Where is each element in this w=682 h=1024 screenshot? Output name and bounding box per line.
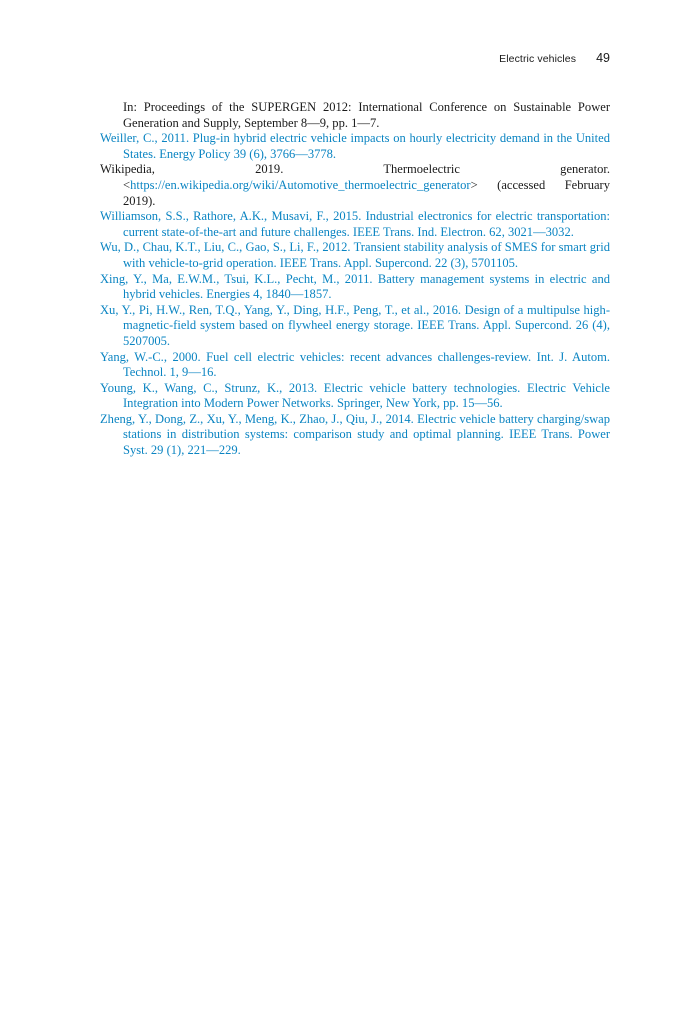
reference-williamson[interactable]: Williamson, S.S., Rathore, A.K., Musavi, F., 2015. Industrial electronics for electric transportation: current state-of-the-art and future challenges. IEEE Trans. Ind. Electron. 62, 3021—3032.: [100, 209, 610, 239]
page-number: 49: [596, 51, 610, 65]
reference-wikipedia-url[interactable]: https://en.wikipedia.org/wiki/Automotive_thermoelectric_generator: [130, 177, 471, 192]
reference-yang[interactable]: Yang, W.-C., 2000. Fuel cell electric vehicles: recent advances challenges-review. Int. J. Autom. Technol. 1, 9—16.: [100, 349, 610, 380]
running-header: [499, 51, 610, 65]
reference-wu[interactable]: Wu, D., Chau, K.T., Liu, C., Gao, S., Li, F., 2012. Transient stability analysis of SMES for smart grid with vehicle-to-grid operation. IEEE Trans. Appl. Supercond. 22 (3), 5701105.: [100, 240, 610, 270]
reference-list: [100, 100, 610, 459]
reference-continuation: In: Proceedings of the SUPERGEN 2012: International Conference on Sustainable Power Generation and Supply, September 8—9, pp. 1—7.: [123, 100, 610, 130]
reference-wikipedia: [100, 162, 610, 209]
reference-xu[interactable]: Xu, Y., Pi, H.W., Ren, T.Q., Yang, Y., Ding, H.F., Peng, T., et al., 2016. Design of a multipulse high-magnetic-field system based on flywheel energy storage. IEEE Trans. Appl. Supercond. 26 (4), 5207005.: [100, 302, 610, 348]
running-title: Electric vehicles: [499, 53, 577, 65]
reference-wikipedia-suffix: > (accessed February 2019).: [123, 177, 610, 208]
reference-young[interactable]: Young, K., Wang, C., Strunz, K., 2013. Electric vehicle battery technologies. Electric Vehicle Integration into Modern Power Networks. Springer, New York, pp. 15—56.: [100, 380, 610, 411]
reference-wikipedia-prefix: Wikipedia, 2019. Thermoelectric generator. <: [100, 162, 610, 192]
reference-xing[interactable]: Xing, Y., Ma, E.W.M., Tsui, K.L., Pecht, M., 2011. Battery management systems in electric and hybrid vehicles. Energies 4, 1840—1857.: [100, 271, 610, 302]
reference-zheng[interactable]: Zheng, Y., Dong, Z., Xu, Y., Meng, K., Zhao, J., Qiu, J., 2014. Electric vehicle battery charging/swap stations in distribution systems: comparison study and optimal planning. IEEE Trans. Power Syst. 29 (1), 221—229.: [100, 411, 610, 458]
reference-weiller[interactable]: Weiller, C., 2011. Plug-in hybrid electric vehicle impacts on hourly electricity demand in the United States. Energy Policy 39 (6), 3766—3778.: [100, 131, 610, 161]
